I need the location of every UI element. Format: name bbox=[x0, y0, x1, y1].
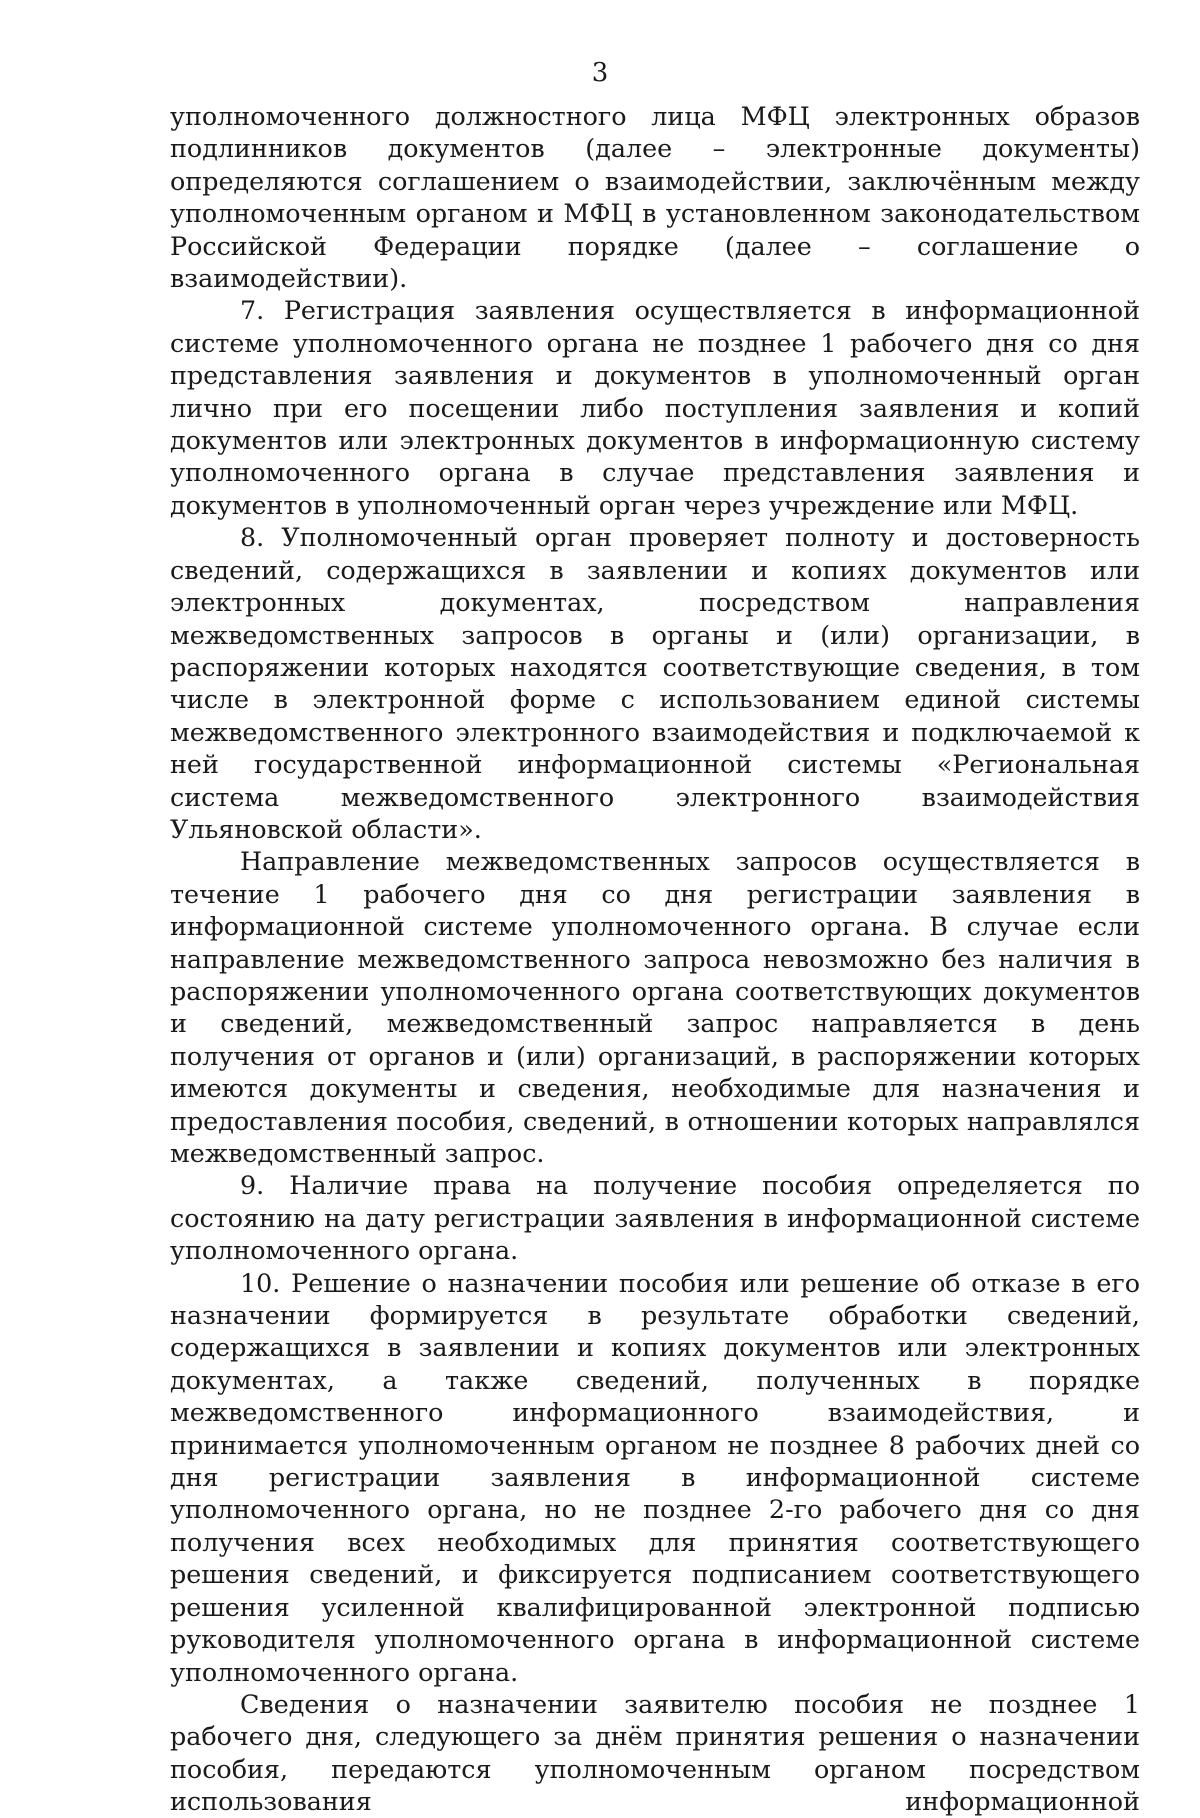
paragraph-item-10: 10. Решение о назначении пособия или решение об отказе в его назначении формируется в результате обработки сведений, содержащихся в заявлении и копиях документов или электронных документах, а также сведений, полученных в порядке межведомственного информационного взаимодействия, и принимается уполномоченным органом не позднее 8 рабочих дней со дня регистрации заявления в информационной системе уполномоченного органа, но не позднее 2-го рабочего дня со дня получения всех необходимых для принятия соответствующего решения сведений, и фиксируется подписанием соответствующего решения усиленной квалифицированной электронной подписью руководителя уполномоченного органа в информационной системе уполномоченного органа. bbox=[170, 1267, 1140, 1687]
paragraph-interagency-requests: Направление межведомственных запросов осуществляется в течение 1 рабочего дня со дня регистрации заявления в информационной системе уполномоченного органа. В случае если направление межведомственного запроса невозможно без наличия в распоряжении уполномоченного органа соответствующих документов и сведений, межведомственный запрос направляется в день получения от органов и (или) организаций, в распоряжении которых имеются документы и сведения, необходимые для назначения и предоставления пособия, сведений, в отношении которых направлялся межведомственный запрос. bbox=[170, 846, 1140, 1168]
paragraph-item-7: 7. Регистрация заявления осуществляется в информационной системе уполномоченного органа не позднее 1 рабочего дня со дня представления заявления и документов в уполномоченный орган лично при его посещении либо поступления заявления и копий документов или электронных документов в информационную систему уполномоченного органа в случае представления заявления и документов в уполномоченный орган через учреждение или МФЦ. bbox=[170, 295, 1140, 520]
page-number: 3 bbox=[591, 58, 609, 88]
paragraph-continuation: уполномоченного должностного лица МФЦ электронных образов подлинников документов (далее – электронные документы) определяются соглашением о взаимодействии, заключённым между уполномоченным органом и МФЦ в установленном законодательством Российской Федерации порядке (далее – соглашение о взаимодействии). bbox=[170, 101, 1140, 294]
document-body bbox=[170, 100, 1140, 1818]
paragraph-item-8: 8. Уполномоченный орган проверяет полноту и достоверность сведений, содержащихся в заявлении и копиях документов или электронных документах, посредством направления межведомственных запросов в органы и (или) организации, в распоряжении которых находятся соответствующие сведения, в том числе в электронной форме с использованием единой системы межведомственного электронного взаимодействия и подключаемой к ней государственной информационной системы «Региональная система межведомственного электронного взаимодействия Ульяновской области». bbox=[170, 522, 1140, 844]
paragraph-item-9: 9. Наличие права на получение пособия определяется по состоянию на дату регистрации заявления в информационной системе уполномоченного органа. bbox=[170, 1170, 1140, 1266]
paragraph-assignment-info: Сведения о назначении заявителю пособия не позднее 1 рабочего дня, следующего за днём принятия решения о назначении пособия, передаются уполномоченным органом посредством использования информационной bbox=[170, 1688, 1140, 1817]
